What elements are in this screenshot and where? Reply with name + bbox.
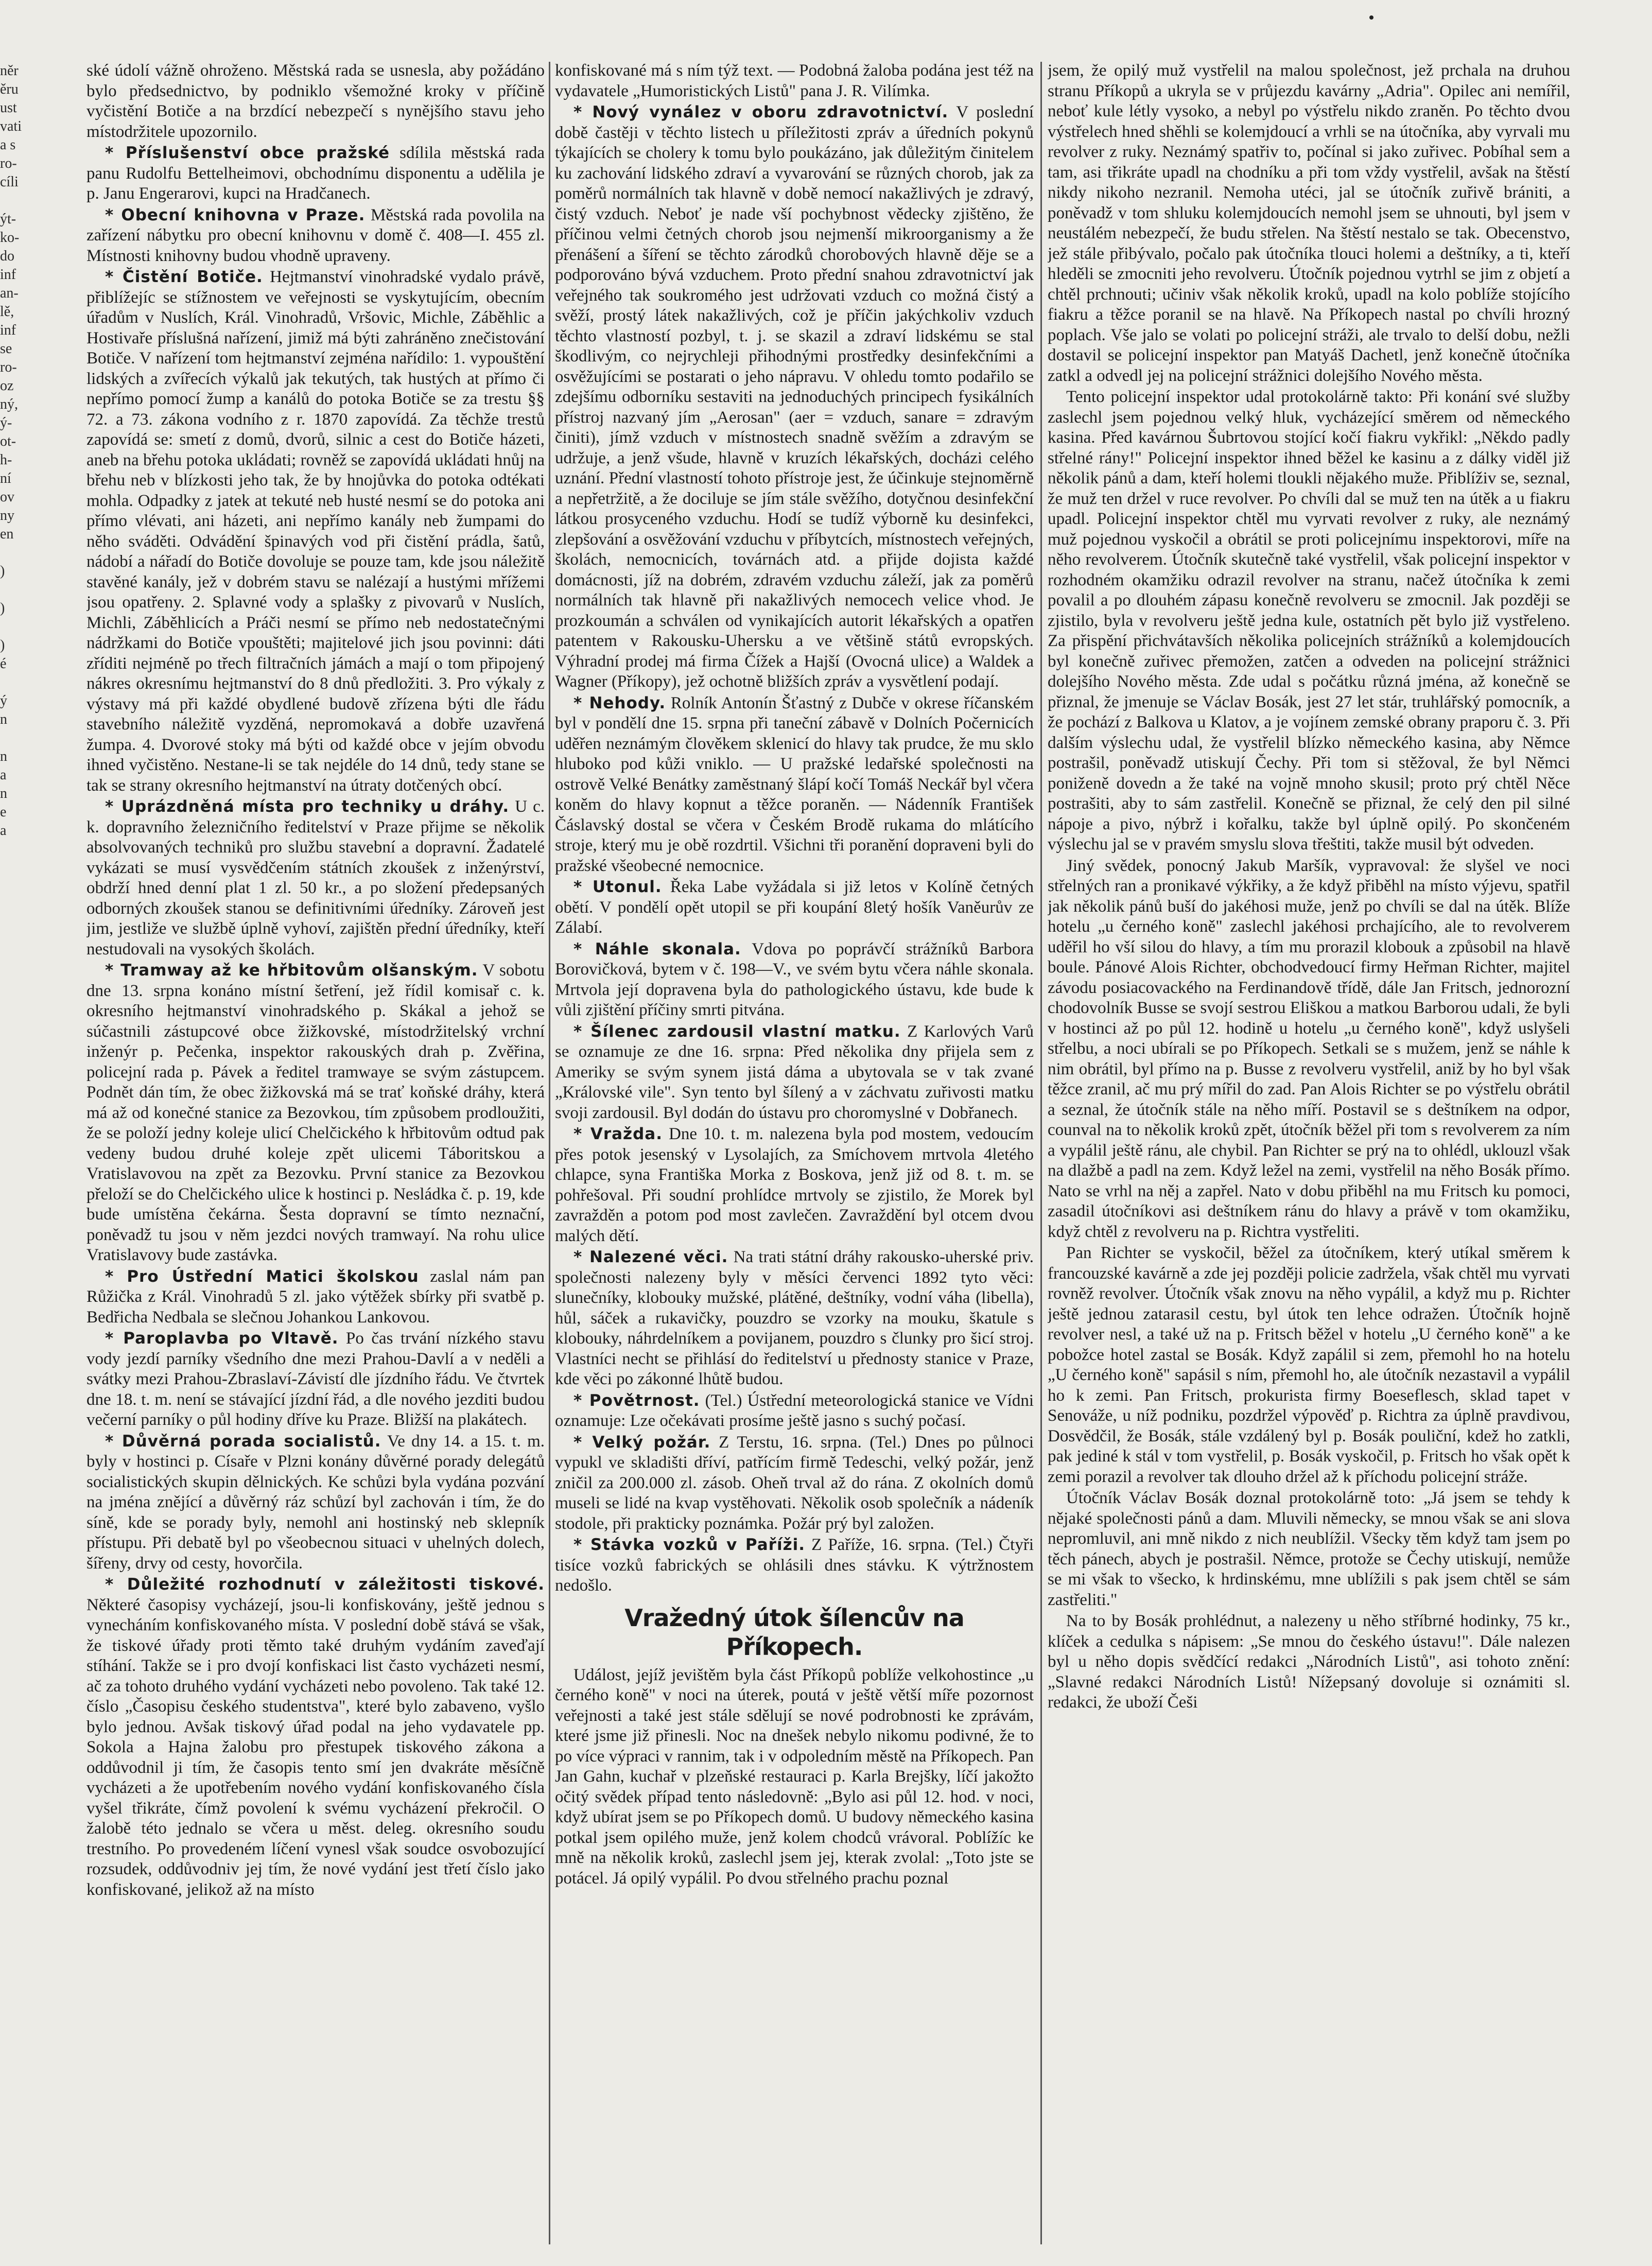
margin-fragment: a s xyxy=(0,137,16,153)
news-item-text: Událost, jejíž jevištěm byla část Příkopů poblíže velkohostince „u černého koně" v noci na úterek, poutá v ještě větší míře pozornost veřejnosti a také jest stále sdělují se nové podrobnosti ke zprávám, které jsme již přinesli. Noc na dnešek nebylo nikomu podivné, že to po více výpraci v rannim, tak i v odpoledním městě na Příkopech. Pan Jan Gahn, kuchař v plzeňské restauraci p. Karla Brejšky, líčí jakožto očitý svědek případ tento následovně: „Bylo asi půl 12. hod. v noci, když ubírat jsem se po Příkopech domů. U budovy německého kasina potkal jsem opilého muže, jenž kolem chodců vrávoral. Poblížíc ke mně na několik kroků, zaslechl jsem jej, kterak zvolal: „Toto jste se potácel. Já opilý vypálil. Po dvou střelného prachu poznal xyxy=(555,1665,1034,1888)
news-item-heading: * Uprázdněná místa pro techniky u dráhy. xyxy=(105,797,510,816)
margin-fragment xyxy=(0,191,36,210)
margin-fragment: ko- xyxy=(0,230,20,246)
margin-fragment: é xyxy=(0,656,7,672)
news-item-heading: * Nalezené věci. xyxy=(573,1248,728,1266)
news-item-heading: * Velký požár. xyxy=(573,1433,711,1452)
news-item xyxy=(86,205,545,267)
news-item-text: V poslední době častěji v těchto listech u příležitosti zpráv a úředních pokynů týkajících se cholery k tomu bylo poukázáno, jak důležitým činitelem ku zachování lidského zdraví a vyvarování se různých chorob, jak za poměrů normálních tak hlavně v době nemocí nakažlivých je zdravý, čistý vzduch. Neboť je nade vší pochybnost vědecky zjištěno, že příčinou velmi četných chorob jsou nejmenší mikroorganismy a že přenášení a šíření se těchto zárodků chorobových hlavně děje se a podporováno bývá vzduchem. Proto přední snahou zdravotnictví jak veřejného tak soukromého jest udržovati vzduch co možná čistý a svěží, prostý látek nakažlivých, což je příčin jakýchkoliv vzduch těchto vlastností pozbyl, t. j. se skazil a zdraví lidskému se stal škodlivým, co nejrychleji přihodnými prostředky desinfekčními a osvěžujícími se postarati o jeho nápravu. V ohledu tomto podařilo se zdejšímu odborníku sestaviti na jednoduchých principech fysikálních přístroj nazvaný jím „Aerosan" (aer = vzduch, sanare = zdravým činiti), jímž vzduch v místnostech snadně svěžím a zdravým se udržuje, a jenž všude, hlavně v kruzích lékařských, docházi celého uznání. Přední vlastností tohoto přístroje jest, že účinkuje stejnoměrně a nepřetržitě, a že dociluje se jím stále svěžího, dotyčnou desinfekční látkou prosyceného vzduchu. Hodí se tudíž výborně ku desinfekci, zlepšování a osvěžování vzduchu v příbytcích, místnostech veřejných, školách, nemocnicích, továrnách atd. a přijde dojista každé domácnosti, jíž na dobrém, zdravém vzduchu záleží, jak za poměrů normálních tak hlavně při nakažlivých nemocech velice vhod. Je prozkoumán a schválen od vynikajících autorit lékařských a opatřen patentem v Rakousku-Uhersku a ve většině států evropských. Výhradní prodej má firma Čížek a Hajší (Ovocná ulice) a Waldek a Wagner (Příkopy), jež ochotně bližších zpráv a vysvětlení podají. xyxy=(555,103,1034,691)
column-rule-2 xyxy=(1040,62,1042,2244)
column-3 xyxy=(1048,61,1570,2248)
news-item xyxy=(555,102,1034,692)
news-item-heading: * Pro Ústřední Matici školskou xyxy=(105,1267,419,1286)
margin-fragment: oz xyxy=(0,378,14,394)
news-item xyxy=(555,1391,1034,1432)
news-item xyxy=(555,1433,1034,1535)
margin-fragment: lě, xyxy=(0,304,14,320)
news-item-text: zaslal nám pan Růžička z Král. Vinohradů 5 zl. jako výtěžek sbírky při svatbě p. Bedřicha Nedbala se slečnou Johankou Lankovou. xyxy=(86,1267,545,1327)
column-1 xyxy=(86,61,545,2248)
margin-fragment: ý xyxy=(0,693,7,709)
news-item-text: Po čas trvání nízkého stavu vody jezdí parníky všedního dne mezi Prahou-Davlí a v neděli a svátky mezi Prahou-Zbraslaví-Závistí dle jízdního řádu. Ve čtvrtek dne 18. t. m. není se stávající jízdní řád, a dle nového jezditi budou večerní parníky o půl hodiny dříve ku Praze. Bližší na plakátech. xyxy=(86,1329,545,1429)
margin-fragment: ro- xyxy=(0,155,17,171)
news-item xyxy=(555,61,1034,101)
margin-fragment xyxy=(0,840,36,859)
news-item-text: V sobotu dne 13. srpna konáno místní šetření, jež řídil komisař c. k. okresního hejtmanství vinohradského p. Skákal a jehož se súčastnili zástupcové obce žižkovské, místodržitelský vrchní inženýr p. Pečenka, inspektor rakouských drah p. Zvěřina, policejní rada p. Pávek a ředitel tramwaye se svým zástupcem. Podnět dán tím, že obec žižkovská má se trať koňské dráhy, která má až od konečné stanice za Bezovkou, tím způsobem prodloužiti, že se položí jedny koleje ulicí Chelčického k hřbitovům odtud pak vedeny budou druhé koleje zpět ulicemi Táboritskou a Vratislavovou na zpět za Bezovku. První stanice za Bezovkou přeloží se do Chelčického ulice k hostinci p. Nesládka č. p. 19, kde bude umístěna čekárna. Šesta dopravní se tímto neznační, poněvadž tu jsou v něm jezdci nových tramwayí. Na rohu ulice Vratislavovy bude zastávka. xyxy=(86,961,545,1264)
news-item xyxy=(555,939,1034,1021)
news-item xyxy=(86,61,545,142)
news-item-heading: * Nový vynález v oboru zdravotnictví. xyxy=(573,103,949,121)
news-item-text: Na to by Bosák prohlédnut, a nalezeny u něho stříbrné hodinky, 75 kr., klíček a cedulka s nápisem: „Se mnou do českého ústavu!". Dále nalezen byl u něho dopis svědčící redakci „Národních Listů", asi tohoto znění: „Slavné redakci Národních Listů! Nížepsaný dovoluje si oznámiti sl. redakci, že uboží Češi xyxy=(1048,1612,1570,1712)
news-item xyxy=(86,143,545,204)
news-item xyxy=(86,1575,545,1900)
news-item-text: Z Karlových Varů se oznamuje ze dne 16. srpna: Před několika dny přijela sem z Ameriky se svým synem jistá dáma a ubytovala se v tak zvané „Královské vile". Syn tento byl šílený a v záchvatu zuřivosti matku svoji zardousil. Byl dodán do ústavu pro choromyslné v Dobřanech. xyxy=(555,1022,1034,1122)
margin-fragment xyxy=(0,618,36,636)
adjacent-page-margin xyxy=(0,62,36,1040)
margin-fragment: ot- xyxy=(0,433,16,449)
news-item xyxy=(1048,1488,1570,1610)
margin-fragment: inf xyxy=(0,322,16,338)
news-item-text: Z Terstu, 16. srpna. (Tel.) Dnes po půlnoci vypukl ve skladišti dříví, patřícím firmě Tedeschi, velký požár, jenž zničil za 200.000 zl. zásob. Oheň trval až do rána. Z okolních domů museli se lidé na kvap vystěhovati. Několik osob společník a nádeník stodole, při prakticky poznámka. Požár prý byl založen. xyxy=(555,1433,1034,1533)
margin-fragment: a xyxy=(0,767,7,783)
margin-fragment: ní xyxy=(0,470,11,486)
margin-fragment: něr xyxy=(0,63,19,79)
news-item xyxy=(555,1665,1034,1889)
margin-fragment: ěru xyxy=(0,81,19,97)
news-item-heading: * Příslušenství obce pražské xyxy=(105,144,390,162)
margin-fragment: ) xyxy=(0,600,5,616)
news-item xyxy=(86,961,545,1266)
news-item xyxy=(86,1267,545,1328)
news-item-text: sdílila městská rada panu Rudolfu Bettelheimovi, obchodnímu disponentu a udělila je p. Janu Engerarovi, kupci na Hradčanech. xyxy=(86,144,545,203)
news-item-heading: * Čistění Botiče. xyxy=(105,268,263,286)
margin-fragment: do xyxy=(0,248,14,264)
news-item xyxy=(1048,1611,1570,1713)
print-dot xyxy=(1369,15,1373,20)
news-item xyxy=(1048,387,1570,855)
news-item-text: Hejtmanství vinohradské vydalo právě, přiblížejíc se stížnostem ve veřejnosti se vyskytujícím, obecním úřadům v Nuslích, Král. Vinohradů, Vršovic, Michle, Záběhlic a Hostivaře příslušná nařízení, jimiž má býti zahráněno znečistování Botiče. V nařízení tom hejtmanství zejména nařídilo: 1. vypouštění lidských a zvířecích výkalů jak tekutých, tak hustých at přímo či nepřímo pomocí žump a kanálů do potoka Botiče se za trestu §§ 72. a 73. zákona vodního z r. 1870 zapovídá. Za těchže trestů zapovídá se: smetí z domů, dvorů, silnic a cest do Botiče házeti, aneb na břehu potoka ukládati; rovněž se zapovídá ukládati hnůj na břehu neb v blízkosti jeho tak, že by hnojůvka do potoka odtékati mohla. Odpadky z jatek at tekuté neb husté nesmí se do potoka ani přímo vlévati, ani házeti, ani nepřímo kanály neb žumpami do něho sváděti. Odvádění špinavých vod při čistění prádla, šatů, nádobí a nářadí do Botiče dovoluje se pouze tam, kde jsou náležitě stavěné kanály, jež v dobrém stavu se nalézají a hustými mřížemi jsou opatřeny. 2. Splavné vody a splašky z pivovarů v Nuslích, Michli, Záběhlicích a Práči nesmí se přímo neb nedostatečnými nádržkami do Botiče vpouštěti; majitelové jich jsou povinni: dáti zříditi nejméně po třech filtračních jámách a mají o tom připojený nákres okresnímu hejtmanství do 8 dnů předložiti. 3. Pro výkaly z výstavy má při každé obydlené budově zřízena býti dle řádu stavebního náležitě vyzděná, nepromokavá a dobře uzavřená žumpa. 4. Dvorové stoky má býti od každé obce v jejím obvodu ihned vyčistěno. Nestane-li se tak nejdéle do 14 dnů, tedy stane se tak se strany okresního hejtmanství na útraty dotčených obcí. xyxy=(86,268,545,795)
column-2-news xyxy=(555,61,1034,1596)
news-item-heading: * Důležité rozhodnutí v záležitosti tiskové. xyxy=(105,1575,545,1594)
news-item xyxy=(86,1432,545,1574)
margin-fragment: inf xyxy=(0,267,16,283)
margin-fragment: an- xyxy=(0,285,19,301)
news-item xyxy=(555,1022,1034,1124)
margin-fragment xyxy=(0,544,36,562)
margin-fragment: ov xyxy=(0,489,14,505)
news-item xyxy=(86,267,545,796)
news-item-text: Vdova po poprávčí strážníků Barbora Borovičková, bytem v č. 198—V., ve svém bytu včera náhle skonala. Mrtvola její dopravena byla do pathologického ústavu, kde bude k vůli zjištění příčiny smrti pitvána. xyxy=(555,939,1034,1019)
margin-fragment: vati xyxy=(0,118,22,134)
news-item-heading: * Nehody. xyxy=(573,693,666,712)
margin-fragment: e xyxy=(0,804,7,820)
news-item-text: jsem, že opilý muž vystřelil na malou společnost, jež prchala na druhou stranu Příkopů a ukryla se v průjezdu kavárny „Adria". Opilec ani nemířil, neboť kule létly vysoko, a nebyl po výstřelu nikdo zraněn. Po těchto dvou výstřelech hned shěhli se kolemjdoucí a vrhli se na útočníka, aby vyrvali mu revolver z ruky. Neznámý spatřiv to, počínal si jako zuřivec. Pobíhal sem a tam, asi třikráte upadl na chodníku a při tom vždy vystřelil, avšak na štěstí nikdy nikoho nezranil. Nemoha utéci, jal se útočník zuřivě brániti, a poněvadž v tom shluku kolemjdoucích nemohl jsem se uhnouti, byl jsem v neustálém nebezpečí, že budu střelen. Na štěstí nestalo se tak. Obecenstvo, jež stále přibývalo, počalo pak útočníka tlouci holemi a deštníky, a ti, kteří hleděli se zmocniti jeho revolveru. Útočník pojednou vytrhl se jim z objetí a chtěl prchnouti; učiniv však několik kroků, upadl na kolo poblíže stojícího fiakru a těžce poranil se na hlavě. Na Příkopech nastal po chvíli hrozný poplach. Vše jalo se volati po policejní stráži, ale trvalo to delší dobu, nežli dostavil se policejní inspektor pan Matyáš Dachetl, jenž konečně útočníka zatkl a odvedl jej na policejní strážnici dolejšího Nového města. xyxy=(1048,61,1570,385)
margin-fragment: a xyxy=(0,823,7,839)
news-item-heading: * Obecní knihovna v Praze. xyxy=(105,205,366,224)
margin-fragment: ) xyxy=(0,637,5,653)
margin-fragment: ) xyxy=(0,563,5,579)
news-item-text: Pan Richter se vyskočil, běžel za útočníkem, který utíkal směrem k francouzské kavárně a zde jej později policie zadržela, však chtěl mu vyrvati rovněž revolver. Útočník však znovu na něho vypálil, a když mu p. Richter ještě jednou zatarasil cestu, byl útok ten lehce odražen. Útočník hojně revolver nesl, a také už na p. Fritsch běžel v hotelu „U černého koně" a ke pobožce hotel zastal se Bosák. Když zapálil si zem, přemohl ho na hotelu „U černého koně" sapásil s ním, přemohl ho, ale útočník nezastavil a vypálil ho k zemi. Pan Fritsch, prokurista firmy Boeseflesch, sklad tapet v Senováže, u níž podniku, pozdržel výpověď p. Richtra za úplně pravdivou, Dosvědčil, že Bosák, stále vzdálený byl p. Bosák pouliční, kdež ho zatkli, pak jediné k stál v tom vystřelil, p. Bosák vyskočil, p. Fritsch ho však opět k zemi porazil a revolver tak dlouho držel až k příchodu policejní stráže. xyxy=(1048,1244,1570,1486)
margin-fragment: ný, xyxy=(0,396,18,412)
news-item-text: U c. k. dopravního železničního ředitelství v Praze přijme se několik absolvovaných techniků pro službu stavební a dopravní. Žadatelé vykázati se musí vysvědčením státních zkoušek z inženýrství, obdrží hned denní plat 1 zl. 50 kr., a po složení předepsaných odborných zkoušek stanou se definitivními úředníky. Zároveň jest jim, jestliže ve službě úplně vyhoví, zajištěn přední úředníky, kteří nestudovali na vysokých školách. xyxy=(86,797,545,958)
news-item-heading: * Důvěrná porada socialistů. xyxy=(105,1432,381,1451)
news-item xyxy=(86,797,545,960)
news-item xyxy=(555,877,1034,938)
margin-fragment: n xyxy=(0,748,7,764)
news-item-text: Některé časopisy vycházejí, jsou-li konfiskovány, ještě jednou s vynecháním konfiskovaného místa. V poslední době stává se však, že tiskové úřady proti těmto také druhým vydáním zaveďají stíhání. Takže se i pro dvojí konfiskaci list často vycházeti nesmí, ač za tohoto druhého vydání vycházeti nebo povoleno. Tak také 12. číslo „Časopisu českého studentstva", které bylo zabaveno, vyšlo bylo jednou. Avšak tiskový úřad podal na jeho vydavatele pp. Sokola a Hajna žalobu pro přestupek tiskového zákona a oddůvodnil ji tím, že časopis tento smí jen dvakráte měsíčně vycházeti a že upotřebením nového vydání konfiskovaného čísla vyšel třikráte, čímž povolení k svému vycházení překročil. O žalobě této jednalo se včera u měst. deleg. okresního soudu trestního. Po provedeném líčení vynesl však soudce osvobozující rozsudek, oddůvodniv jej tím, že nové vydání jest třetí číslo jako konfiskované, jelikož až na místo xyxy=(86,1595,545,1899)
news-item xyxy=(555,1247,1034,1390)
margin-fragment: ýt- xyxy=(0,211,16,227)
news-item-text: konfiskované má s ním týž text. — Podobná žaloba podána jest též na vydavatele „Humoristických Listů" pana J. R. Vilímka. xyxy=(555,61,1034,100)
news-item xyxy=(1048,1243,1570,1487)
news-item-text: Rolník Antonín Šťastný z Dubče v okrese říčanském byl v pondělí dne 15. srpna při taneční zábavě v Dolních Počernicích uděřen neznámým člověkem sklenicí do hlavy tak prudce, že mu sklo hluboko pod kůži vniklo. — U pražské ledařské společnosti na ostrově Velké Benátky zaměstnaný šlápí kočí Tomáš Neckář byl včera koněm do hlavy kopnut a těžce poraněn. — Nádenník František Čáslavský dostal se včera v Českém Brodě rukama do mlátícího stroje, který mu je obě rozdrtil. Všichni tři poranění dopraveni byli do pražské všeobecné nemocnice. xyxy=(555,693,1034,875)
news-item-heading: * Vražda. xyxy=(573,1125,663,1143)
news-item-text: Na trati státní dráhy rakousko-uherské priv. společnosti nalezeny byly v měsíci červenci 1892 tyto věci: slunečníky, klobouky mužské, plátěné, deštníky, vodní váha (libella), hůl, sáček a rukavičky, pouzdro se vzorky na mouku, škatule s klobouky, náhrdelníkem a povijanem, pouzdro s člunky pro šicí stroj. Vlastníci necht se přihlásí do ředitelství u přednosty stanice v Praze, kde věci po zákonné lhůtě budou. xyxy=(555,1248,1034,1388)
margin-fragment: ý- xyxy=(0,415,12,431)
column-rule-1 xyxy=(549,62,550,2244)
margin-fragment: ro- xyxy=(0,359,17,375)
news-item-text: Městská rada povolila na zařízení nábytku pro obecní knihovnu v domě č. 408—I. 455 zl. Místnosti knihovny budou vhodně upraveny. xyxy=(86,205,545,265)
news-item-text: (Tel.) Ústřední meteorologická stanice ve Vídni oznamuje: Lze očekávati prosíme ještě jasno s suchý počasí. xyxy=(555,1391,1034,1430)
news-item-heading: * Povětrnost. xyxy=(573,1391,700,1410)
news-item xyxy=(555,1535,1034,1596)
news-item-heading: * Paroplavba po Vltavě. xyxy=(105,1329,339,1348)
news-item-text: Dne 10. t. m. nalezena byla pod mostem, vedoucím přes potok jesenský v Lysolajích, za Smíchovem mrtvola 4letého chlapce, syna Františka Morka z Boskova, jenž již od 8. t. m. se pohřešoval. Při soudní prohlídce mrtvoly se zjistilo, že Morek byl zavražděn a potom pod most zavlečen. Zavraždění byl otcem dvou malých dětí. xyxy=(555,1125,1034,1245)
news-item-text: Z Paříže, 16. srpna. (Tel.) Čtyři tisíce vozků fabrických se ohlásili dnes stávku. K výtržnostem nedošlo. xyxy=(555,1536,1034,1595)
column-2-article xyxy=(555,1665,1034,1889)
news-item-heading: * Šílenec zardousil vlastní matku. xyxy=(573,1022,901,1041)
margin-fragment: h- xyxy=(0,452,12,468)
news-item-heading: * Utonul. xyxy=(573,878,662,896)
news-item xyxy=(1048,61,1570,386)
margin-fragment: n xyxy=(0,786,7,801)
news-item-text: Ve dny 14. a 15. t. m. byly v hostinci p. Císaře v Plzni konány důvěrné porady delegátů socialistických skupin dělnických. Ke schůzi byla vydána pozvání na jména znějící a důvěrný ráz schůzí byl zachován i tím, že do síně, kde se porady byly, nemohl ani hostinský neb sklepník přístupu. Při debatě byl po všeobecnou situaci v uhelných dolech, šířeny, drvy od cesty, hovorčila. xyxy=(86,1432,545,1573)
news-item xyxy=(86,1329,545,1431)
news-item xyxy=(1048,856,1570,1243)
column-2 xyxy=(555,61,1034,2248)
news-item-heading: * Náhle skonala. xyxy=(573,939,741,958)
news-item-heading: * Stávka vozků v Paříži. xyxy=(573,1536,806,1554)
news-item-text: Řeka Labe vyžádala si již letos v Kolíně četných obětí. V pondělí opět utopil se při koupání 8letý hošík Vaněurův ze Zálabí. xyxy=(555,878,1034,937)
margin-fragment: ny xyxy=(0,508,14,524)
margin-fragment xyxy=(0,729,36,747)
news-item-text: Útočník Václav Bosák doznal protokolárně toto: „Já jsem se tehdy k nějaké společnosti pánů a dam. Mluvili německy, se mnou však se ani slova nepromluvil, ani mně nikdo z nich neublížil. Všecky těm když tam jsem po těch pánech, abych je postrašil. Němce, protože se Čechy utiskují, nemůže se mi však to všecko, k hrdinskému, mne ublížili s pak jsem chtěl se sám zastřeliti." xyxy=(1048,1489,1570,1609)
margin-fragment xyxy=(0,581,36,599)
news-item-text: ské údolí vážně ohroženo. Městská rada se usnesla, aby požádáno bylo předsednictvo, by podniklo všemožné kroky v příčině vyčistění Botiče a na brzdící nebezpečí s nynějšího stavu jeho místodržitele upozornilo. xyxy=(86,61,545,141)
margin-fragment xyxy=(0,673,36,692)
margin-fragment: cíli xyxy=(0,174,19,190)
margin-fragment: n xyxy=(0,711,7,727)
news-item-heading: * Tramway až ke hřbitovům olšanským. xyxy=(105,961,478,980)
news-item-text: Jiný svědek, ponocný Jakub Maršík, vypravoval: že slyšel ve noci střelných ran a pronikavé výkřiky, a že když přiběhl na místo výjevu, spatřil jak několik pánů buší do jakéhosi muže, jenž po chvíli se dal na útěk. Blíže hotelu „u černého koně" zaslechl jakéhosi prchajícího, ale to revolverem uděřil ho vší silou do hlavy, a tím mu prorazil klobouk a způsobil na hlavě boule. Pánové Alois Richter, obchodvedoucí firmy Heřman Richter, majitel závodu posiacovackého na Ferdinandově třídě, dále Jan Fritsch, jednorozní chodovolník Busse se svojí sestrou Eliškou a matkou Barborou udali, že byli v hostinci až po půl 12. hodině u hotelu „u černého koně", když uslyšeli střelbu, a noci ubírali se po Příkopech. Setkali se s mužem, jenž se náhle k nim obrátil, byl přímo na p. Busse z revolveru vystřelil, aniž by ho byl však těžce zranil, ač mu prý mířil do zad. Pan Alois Richter se po výstřelu obrátil a seznal, že útočník stále na něho míří. Postavil se s deštníkem na odpor, counval na to několik kroků zpět, útočník běžel při tom s revolverem za ním a vypálil ještě ránu, ale chybil. Pan Richter se prý na to ohlédl, uklouzl však na dlažbě a padl na zem. Když ležel na zemi, vystřelil na něho Bosák přímo. Nato se vrhl na něj a zapřel. Nato v dobu přiběhl na mu Fritsch ku pomoci, zasadil útočníkovi asi deštníkem ránu do hlavy a právě v tom okamžiku, když chtěl z revolveru na p. Richtra vystřeliti. xyxy=(1048,856,1570,1241)
news-item xyxy=(555,693,1034,877)
margin-fragment: ust xyxy=(0,100,17,116)
margin-fragment: se xyxy=(0,341,12,357)
margin-fragment: en xyxy=(0,526,14,542)
article-headline: Vražedný útok šílencův na Příkopech. xyxy=(624,1603,964,1661)
news-item-text: Tento policejní inspektor udal protokolárně takto: Při konání své služby zaslechl jsem pojednou velký hluk, vycházející směrem od německého kasina. Před kavárnou Šubrtovou stojící kočí fiakru vykřikl: „Někdo padly střelné rány!" Policejní inspektor ihned běžel ke kasinu a z dálky viděl již několik pánů a dam, kteří holemi tloukli nějakého muže. Přiblíživ se, seznal, že muž ten držel v ruce revolver. Po chvíli dal se muž ten na útěk a u fiakru upadl. Policejní inspektor chtěl mu vyrvati revolver z ruky, ale neznámý muž pojednou vyskočil a obrátil se proti policejnímu inspektorovi, míře na něho revolverem. Útočník skutečně také vystřelil, však policejní inspektor v rozhodném okamžiku odrazil revolver na stranu, načež útočníka k zemi povalil a po dlouhém zápasu konečně revolveru se zmocnil. Jak později se zjistilo, byla v revolveru ještě jedna kule, ostatních pět bylo již vystřeleno. Za přispění přichvátavších několika policejních strážníků a kolemjdoucích byl konečně zuřivec přemožen, zatčen a odveden na policejní strážnici dolejšího Nového města. Zde udal s počátku různá jména, až konečně se přiznal, že jmenuje se Václav Bosák, jest 27 let stár, truhlářský pomocník, a že pochází z Balkova u Klatov, a je vojínem zemské obrany praporu č. 3. Při dalším výslechu udal, že vystřelil blízko německého kasina, aby Němce postrašil, poněvadž utiskují Čechy. Při tom si stěžoval, že byl Němci poniženě dovedn a že také na vojně mnoho skusil; proto prý chtěl Něce postrašiti, aby to sám zastřelil. Konečně se přiznal, že celý den pil silné nápoje a pivo, nýbrž i kořalku, takže byl úplně opilý. Po skončeném výslechu jal se v pravém smyslu slova třeštiti, takže musil být odveden. xyxy=(1048,388,1570,853)
news-item xyxy=(555,1124,1034,1246)
